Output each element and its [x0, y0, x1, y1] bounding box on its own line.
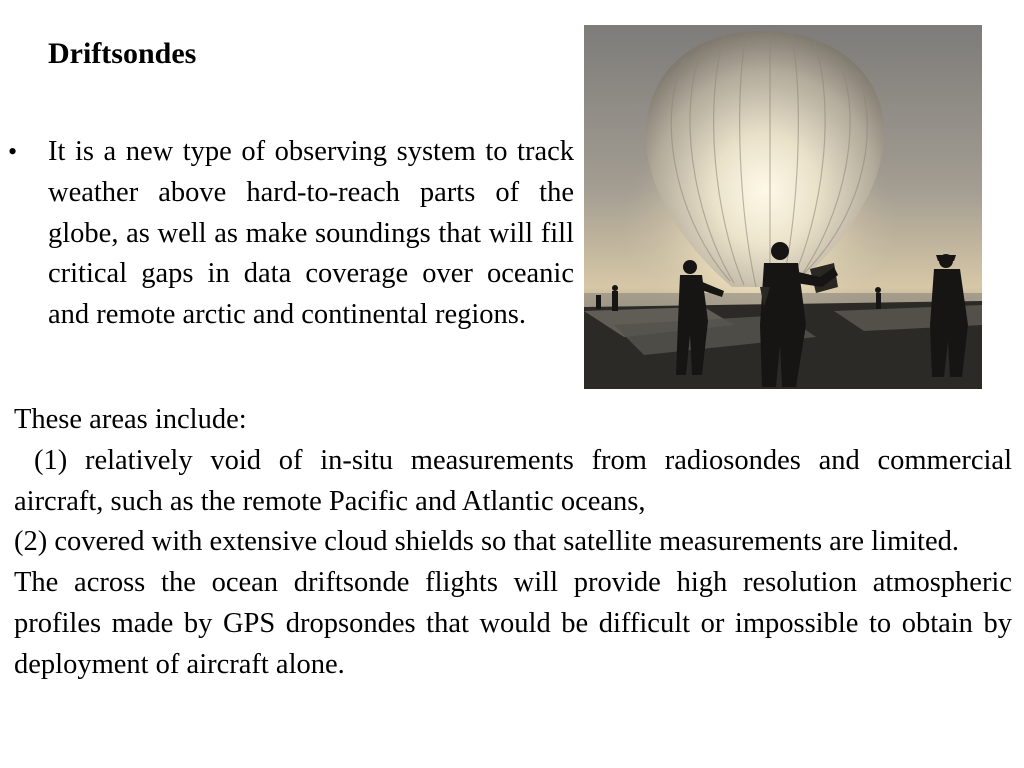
balloon-launch-photo	[584, 25, 982, 389]
area-item-2: (2) covered with extensive cloud shields so that satellite measurements are limited.	[14, 526, 959, 558]
bullet-dot-icon: •	[8, 137, 18, 166]
intro-text: These areas include:	[14, 404, 247, 435]
conclusion-text: The across the ocean driftsonde flights will provide high resolution atmospheric profiles made by GPS dropsondes that would be difficult or impossible to obtain by deployment of aircraft alone.	[14, 567, 1012, 680]
slide-title: Driftsondes	[48, 37, 197, 70]
bullet-text: It is a new type of observing system to track weather above hard-to-reach parts of the globe, as well as make soundings that will fill critical gaps in data coverage over oceanic and remote arctic and continental regions.	[48, 136, 574, 331]
body-text	[14, 400, 1012, 686]
area-item-1: (1) relatively void of in-situ measurements from radiosondes and commercial aircraft, such as the remote Pacific and Atlantic oceans,	[14, 444, 1012, 517]
